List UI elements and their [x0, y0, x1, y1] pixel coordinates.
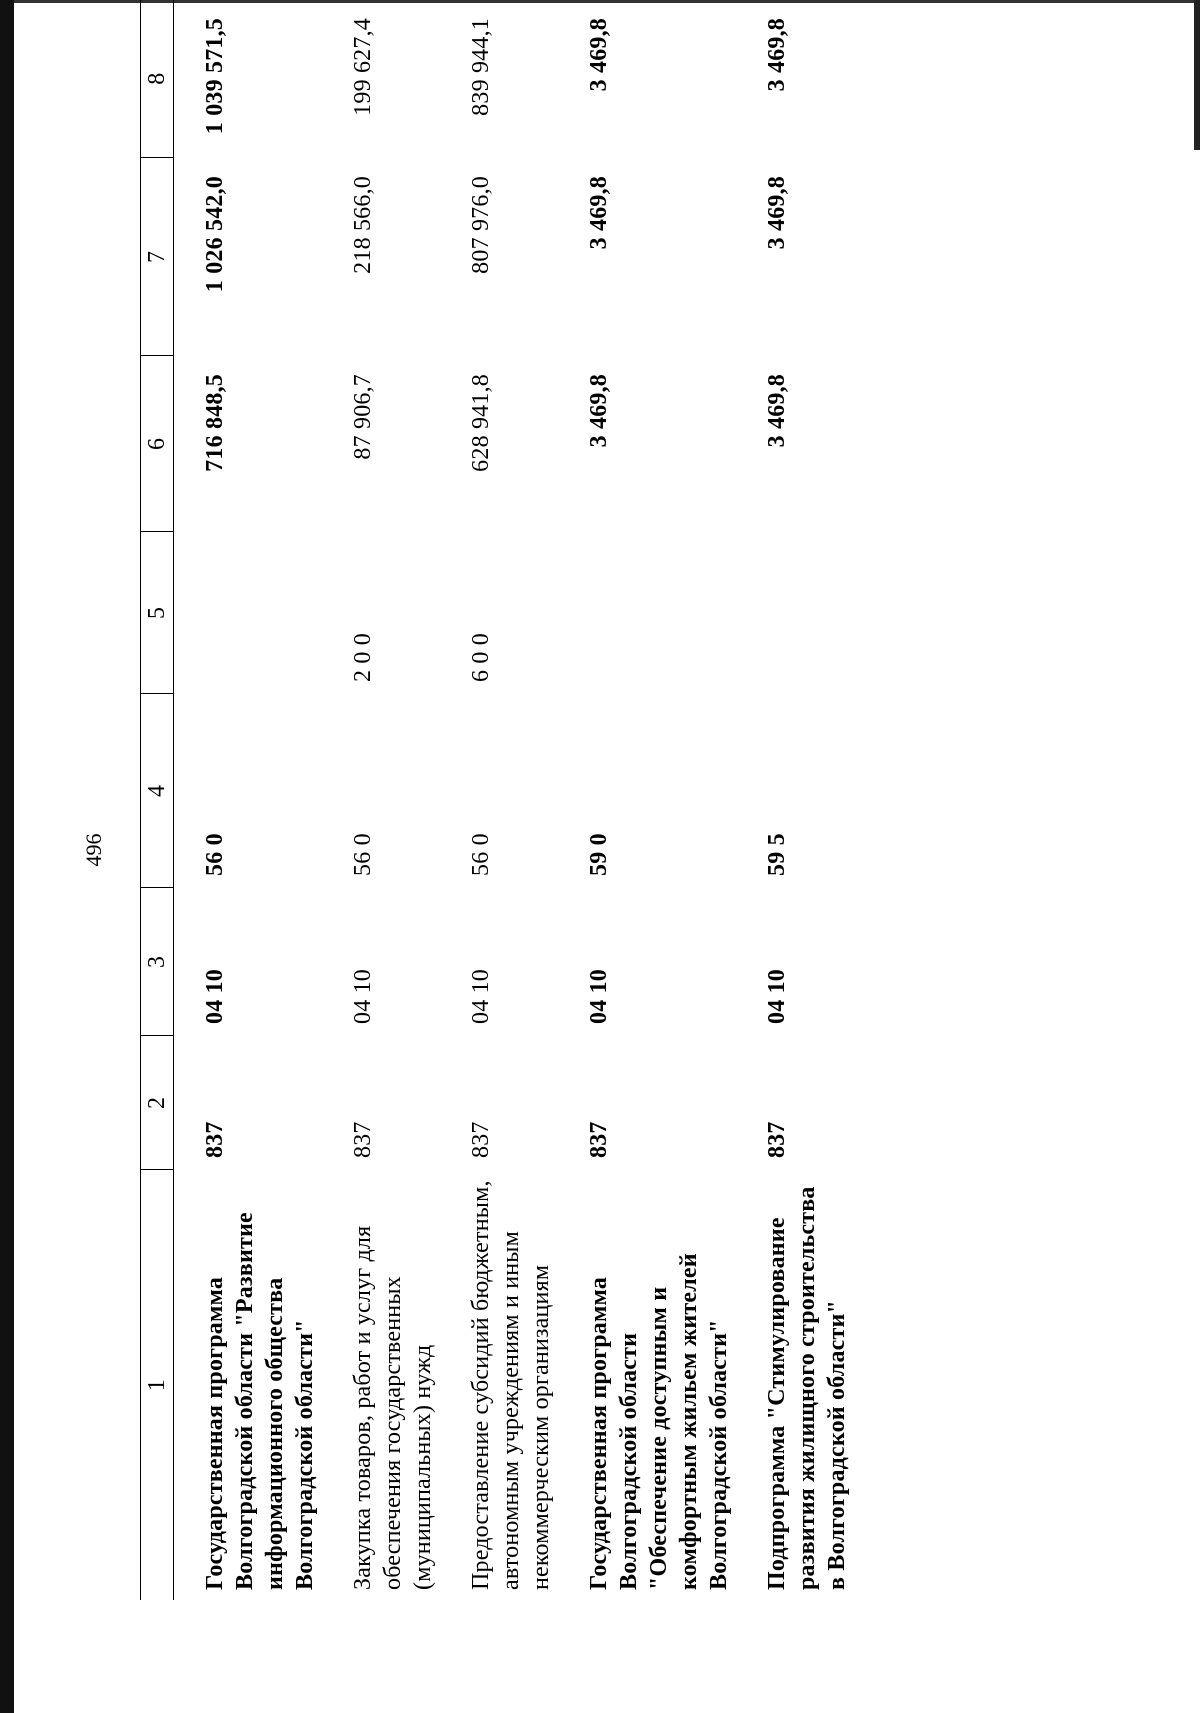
- row-amount-3: 3 469,8: [764, 18, 790, 92]
- row-amount-2: 807 976,0: [468, 176, 494, 274]
- col-header-7: 7: [141, 158, 174, 356]
- row-amount-1: 3 469,8: [764, 374, 790, 448]
- row-code-section: 04 10: [764, 969, 790, 1024]
- rotated-page-content: [140, 0, 1000, 1600]
- budget-table: [140, 0, 880, 1600]
- row-code-expense-type: [762, 532, 880, 694]
- row-code-section: 04 10: [350, 969, 376, 1024]
- col-header-3: 3: [141, 888, 174, 1036]
- table-row: [466, 0, 584, 1600]
- header-row: [141, 0, 174, 1600]
- page-number: 496: [81, 833, 106, 867]
- row-amount-3: 3 469,8: [586, 18, 612, 92]
- col-header-4: 4: [141, 694, 174, 888]
- row-amount-1: 87 906,7: [350, 374, 376, 460]
- row-code-target: 56 0: [468, 833, 494, 876]
- row-code-ministry: 837: [764, 1121, 790, 1158]
- row-code-expense-type: [174, 532, 349, 694]
- row-amount-2: 1 026 542,0: [202, 176, 228, 293]
- row-code-ministry: 837: [586, 1121, 612, 1158]
- col-header-8: 8: [141, 0, 174, 158]
- row-amount-3: 1 039 571,5: [202, 18, 228, 135]
- col-header-1: 1: [141, 1170, 174, 1600]
- row-code-expense-type: 6 0 0: [468, 633, 494, 682]
- row-amount-2: 3 469,8: [764, 176, 790, 250]
- row-amount-1: 716 848,5: [202, 374, 228, 472]
- row-code-expense-type: [584, 532, 762, 694]
- row-code-expense-type: 2 0 0: [350, 633, 376, 682]
- row-code-section: 04 10: [586, 969, 612, 1024]
- row-amount-2: 218 566,0: [350, 176, 376, 274]
- row-amount-1: 3 469,8: [586, 374, 612, 448]
- col-header-5: 5: [141, 532, 174, 694]
- row-code-section: 04 10: [468, 969, 494, 1024]
- table-row: [174, 0, 349, 1600]
- row-amount-3: 839 944,1: [468, 18, 494, 116]
- row-name: Подпрограмма "Стимулирование развития жилищного строительства в Волгоградской области": [764, 1186, 850, 1590]
- row-code-ministry: 837: [468, 1121, 494, 1158]
- scan-edge-left: [0, 0, 14, 1713]
- row-code-section: 04 10: [202, 969, 228, 1024]
- row-code-target: 59 5: [764, 833, 790, 876]
- row-amount-1: 628 941,8: [468, 374, 494, 472]
- row-amount-2: 3 469,8: [586, 176, 612, 250]
- row-code-target: 56 0: [350, 833, 376, 876]
- row-name: Государственная программа Волгоградской области "Обеспечение доступным и комфортным жильем жителей Волгоградской области": [586, 1253, 732, 1590]
- table-row: [584, 0, 762, 1600]
- row-name: Государственная программа Волгоградской области "Развитие информационного общества Волгоградской области": [202, 1212, 318, 1590]
- table-row: [762, 0, 880, 1600]
- row-code-target: 59 0: [586, 833, 612, 876]
- row-name: Предоставление субсидий бюджетным, автономным учреждениям и иным некоммерческим организациям: [468, 1180, 554, 1590]
- col-header-6: 6: [141, 356, 174, 532]
- row-name: Закупка товаров, работ и услуг для обеспечения государственных (муниципальных) нужд: [350, 1225, 436, 1590]
- table-row: [348, 0, 466, 1600]
- row-code-target: 56 0: [202, 833, 228, 876]
- row-amount-3: 199 627,4: [350, 18, 376, 116]
- row-code-ministry: 837: [350, 1121, 376, 1158]
- scan-edge-right: [1194, 0, 1200, 150]
- row-code-ministry: 837: [202, 1121, 228, 1158]
- col-header-2: 2: [141, 1036, 174, 1170]
